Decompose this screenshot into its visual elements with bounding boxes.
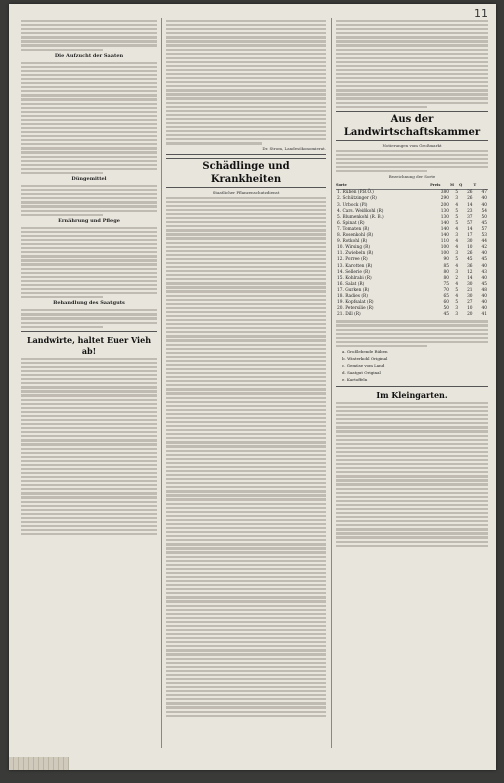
price-cell-value: 30 — [467, 293, 473, 299]
price-cell-sorte: 11. Zwiebeln (R) — [337, 251, 374, 257]
col3-heading-kleingarten: Im Kleingarten. — [376, 389, 448, 400]
price-cell-sorte: 13. Karotten (R) — [337, 263, 373, 269]
price-cell-value: 50 — [443, 306, 449, 312]
price-cell-value: 5 — [455, 220, 459, 226]
scan-edge-strip — [9, 757, 69, 770]
price-cell-value: 60 — [443, 300, 449, 306]
price-cell-value: 17 — [467, 233, 473, 239]
col3-list-item: d. Saatgut Original — [342, 369, 381, 375]
col1-heading-landwirte: Landwirte, haltet Euer Vieh ab! — [26, 334, 152, 356]
col2-body-text-2 — [166, 197, 326, 717]
col1-divider — [21, 331, 157, 332]
price-cell-value: 14 — [467, 202, 473, 208]
price-cell-value: 4 — [455, 245, 459, 251]
price-cell-sorte: 18. Radies (R) — [337, 293, 368, 299]
price-cell-value: 5 — [455, 208, 459, 214]
price-cell-value: 90 — [443, 257, 449, 263]
price-cell-value: 45 — [481, 257, 487, 263]
price-cell-value: 40 — [481, 275, 487, 281]
price-cell-value: 70 — [443, 287, 449, 293]
col3-list-item: e. Kartoffeln — [342, 376, 368, 382]
price-cell-value: 140 — [440, 220, 449, 226]
price-table-header — [336, 181, 488, 190]
price-cell-sorte: 6. Spinat (R) — [337, 220, 365, 226]
newspaper-page — [9, 4, 496, 770]
price-cell-value: 130 — [440, 208, 449, 214]
price-cell-value: 3 — [455, 306, 459, 312]
header-preis: Preis — [430, 181, 450, 190]
price-cell-value: 5 — [455, 287, 459, 293]
price-cell-value: 57 — [467, 220, 473, 226]
price-table-body — [336, 190, 488, 318]
price-cell-value: 14 — [467, 275, 473, 281]
price-cell-sorte: 20. Petersilie (R) — [337, 306, 374, 312]
price-cell-value: 140 — [440, 226, 449, 232]
col1-body-text-2 — [21, 62, 157, 174]
price-cell-value: 12 — [467, 269, 473, 275]
col2-intro: Staatlicher Pflanzenschutzdienst — [212, 189, 280, 195]
col3-heading-landwirtschaftskammer: Aus der Landwirtschaftskammer — [336, 111, 488, 141]
price-cell-value: 40 — [481, 196, 487, 202]
price-cell-sorte: 16. Salat (R) — [337, 281, 365, 287]
col3-list-item: b. Winterkohl Original — [342, 355, 388, 361]
price-cell-sorte: 19. Kopfsalat (R) — [337, 300, 374, 306]
page-number: 11 — [474, 7, 488, 20]
price-cell-sorte: 8. Rosenkohl (R) — [337, 233, 374, 239]
price-cell-value: 21 — [467, 287, 473, 293]
price-cell-value: 43 — [481, 269, 487, 275]
price-cell-value: 4 — [455, 202, 459, 208]
price-cell-value: 50 — [481, 214, 487, 220]
col3-body-text-3 — [336, 320, 488, 347]
price-table-row — [336, 190, 488, 197]
column-rule-1 — [161, 18, 162, 748]
price-cell-value: 45 — [443, 312, 449, 318]
col1-subhead-3: Ernährung und Pflege — [58, 217, 120, 224]
price-cell-sorte: 21. Dill (R) — [337, 312, 361, 318]
price-cell-sorte: 3. Urbock (Pl) — [337, 202, 368, 208]
col1-subhead-1: Die Aufzucht der Saaten — [54, 52, 124, 59]
col1-body-text-4 — [21, 227, 157, 299]
price-cell-value: 3 — [455, 312, 459, 318]
price-cell-value: 26 — [467, 251, 473, 257]
col3-body-text-1 — [336, 20, 488, 108]
price-cell-value: 2 — [455, 275, 459, 281]
col3-body-text-4 — [336, 402, 488, 547]
price-cell-value: 80 — [443, 275, 449, 281]
price-cell-value: 20 — [467, 312, 473, 318]
column-3 — [336, 20, 488, 750]
price-cell-sorte: 1. Rüben (P.B.Ö.) — [337, 190, 374, 196]
col2-body-text-1 — [166, 20, 326, 145]
price-cell-value: 5 — [455, 300, 459, 306]
price-cell-value: 23 — [467, 208, 473, 214]
price-cell-value: 80 — [443, 269, 449, 275]
price-cell-value: 10 — [467, 245, 473, 251]
header-t: T — [474, 181, 488, 190]
price-cell-value: 5 — [455, 190, 459, 196]
column-rule-2 — [331, 18, 332, 748]
price-cell-sorte: 4. Cars. Weißkohl (R) — [337, 208, 384, 214]
price-cell-value: 40 — [481, 306, 487, 312]
price-cell-value: 40 — [481, 202, 487, 208]
header-sorte: Sorte — [336, 181, 430, 190]
price-cell-value: 26 — [467, 196, 473, 202]
price-cell-value: 40 — [481, 263, 487, 269]
price-cell-value: 30 — [467, 281, 473, 287]
price-cell-value: 100 — [440, 245, 449, 251]
header-q: Q — [459, 181, 473, 190]
col1-body-text-6 — [21, 358, 157, 536]
price-cell-value: 45 — [467, 257, 473, 263]
price-cell-value: 40 — [481, 300, 487, 306]
header-m: M — [450, 181, 459, 190]
price-cell-value: 100 — [440, 251, 449, 257]
col3-intro: Notierungen vom Großmarkt — [382, 142, 442, 148]
col3-divider — [336, 386, 488, 387]
price-cell-value: 27 — [467, 300, 473, 306]
price-cell-value: 4 — [455, 263, 459, 269]
price-cell-value: 85 — [443, 263, 449, 269]
price-cell-value: 130 — [440, 214, 449, 220]
price-cell-value: 75 — [443, 281, 449, 287]
price-cell-value: 200 — [440, 202, 449, 208]
price-cell-value: 3 — [455, 196, 459, 202]
price-cell-value: 140 — [440, 233, 449, 239]
price-cell-value: 4 — [455, 239, 459, 245]
price-cell-value: 290 — [440, 196, 449, 202]
price-cell-value: 4 — [455, 293, 459, 299]
col1-body-text-1 — [21, 20, 157, 51]
price-cell-sorte: 5. Blumenkohl (R. B.) — [337, 214, 384, 220]
price-cell-value: 37 — [467, 214, 473, 220]
price-cell-sorte: 10. Wirsing (R) — [337, 245, 371, 251]
price-cell-value: 26 — [467, 190, 473, 196]
price-cell-value: 47 — [481, 190, 487, 196]
price-cell-value: 10 — [467, 306, 473, 312]
price-cell-value: 54 — [481, 208, 487, 214]
col3-list-item: a. Großlebende Rüben — [342, 348, 388, 354]
price-cell-value: 3 — [455, 233, 459, 239]
price-table — [336, 181, 488, 318]
price-cell-value: 36 — [467, 263, 473, 269]
price-cell-value: 5 — [455, 214, 459, 220]
price-cell-value: 3 — [455, 269, 459, 275]
price-cell-sorte: 17. Gurken (R) — [337, 287, 370, 293]
price-cell-value: 65 — [443, 293, 449, 299]
price-cell-sorte: 7. Tomaten (R) — [337, 226, 370, 232]
price-cell-value: 42 — [481, 245, 487, 251]
price-cell-value: 40 — [481, 251, 487, 257]
price-cell-value: 380 — [440, 190, 449, 196]
price-cell-value: 4 — [455, 281, 459, 287]
col3-list-item: c. Gemüse vom Land — [342, 362, 385, 368]
price-table-row — [336, 312, 488, 318]
col1-subhead-4: Behandlung des Saatguts — [53, 300, 125, 307]
price-cell-value: 30 — [467, 239, 473, 245]
price-cell-value: 53 — [481, 233, 487, 239]
price-cell-sorte: 14. Sellerie (R) — [337, 269, 370, 275]
price-cell-value: 41 — [481, 312, 487, 318]
col1-subhead-2: Düngemittel — [71, 176, 107, 183]
price-cell-value: 14 — [467, 226, 473, 232]
price-cell-sorte: 2. Schützinger (R) — [337, 196, 377, 202]
price-cell-value: 57 — [481, 226, 487, 232]
price-cell-value: 44 — [481, 239, 487, 245]
col3-body-text-2 — [336, 150, 488, 173]
col2-signature: Dr. Strom, Landesökonomierat. — [262, 145, 326, 151]
price-cell-value: 45 — [481, 220, 487, 226]
price-cell-value: 40 — [481, 293, 487, 299]
col2-divider — [166, 154, 326, 155]
price-cell-value: 45 — [481, 281, 487, 287]
col1-body-text-5 — [21, 309, 157, 328]
col1-body-text-3 — [21, 185, 157, 216]
price-cell-value: 4 — [455, 226, 459, 232]
price-cell-value: 5 — [455, 257, 459, 263]
price-cell-value: 110 — [440, 239, 449, 245]
price-table-title: Bezeichnung der Sorte — [388, 174, 436, 180]
column-2 — [166, 20, 326, 750]
col2-heading-schaedlinge: Schädlinge und Krankheiten — [166, 158, 326, 188]
price-cell-sorte: 12. Porree (R) — [337, 257, 368, 263]
price-cell-value: 3 — [455, 251, 459, 257]
price-cell-sorte: 15. Kohlrabi (R) — [337, 275, 372, 281]
column-1 — [21, 20, 157, 750]
price-cell-value: 48 — [481, 287, 487, 293]
price-cell-sorte: 9. Rotkohl (R) — [337, 239, 368, 245]
